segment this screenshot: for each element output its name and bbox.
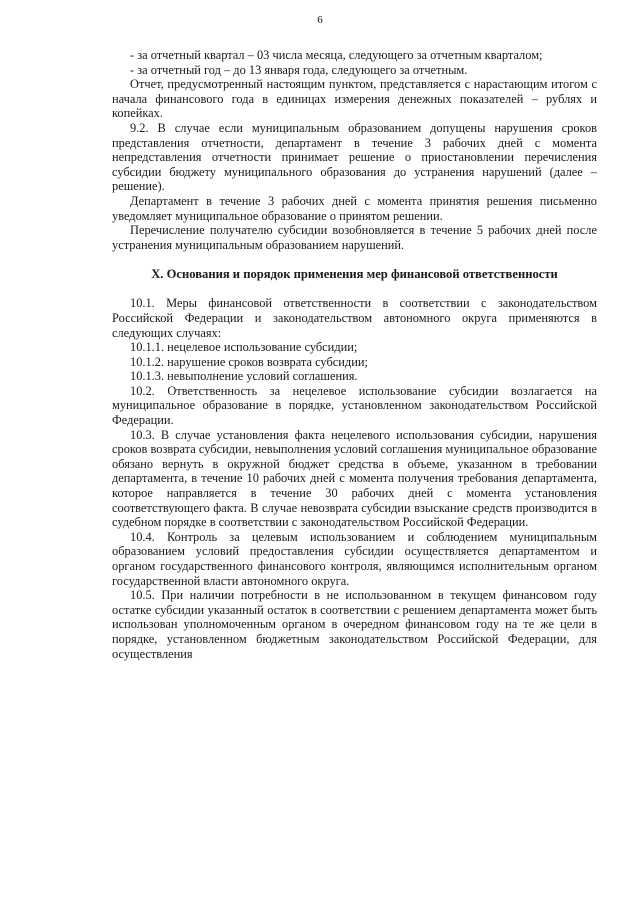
paragraph: 10.2. Ответственность за нецелевое использование субсидии возлагается на муниципальное образование в порядке, установленном законодательством Российской Федерации. xyxy=(112,383,597,428)
paragraph: 10.3. В случае установления факта нецелевого использования субсидии, нарушения сроков возврата субсидии, невыполнения условий соглашения муниципальное образование обязано вернуть в окружной бюджет средства в объеме, указанном в требовании департамента, в течение 10 рабочих дней с момента получения требования департамента, которое направляется в течение 30 рабочих дней с момента установления соответствующего факта. В случае невозврата субсидии взыскание средств производится в судебном порядке в соответствии с законодательством Российской Федерации. xyxy=(112,427,597,530)
paragraph: 10.4. Контроль за целевым использованием и соблюдением муниципальным образованием условий предоставления субсидии осуществляется департаментом и органом государственного финансового контроля, являющимся исполнительным органом государственной власти автономного округа. xyxy=(112,529,597,588)
paragraph: 10.1. Меры финансовой ответственности в соответствии с законодательством Российской Федерации и законодательством автономного округа применяются в следующих случаях: xyxy=(112,296,597,340)
paragraph: - за отчетный квартал – 03 числа месяца, следующего за отчетным кварталом; xyxy=(130,48,543,62)
list-item: 10.1.3. невыполнение условий соглашения. xyxy=(130,369,358,384)
page-number: 6 xyxy=(317,14,323,26)
paragraph: Департамент в течение 3 рабочих дней с момента принятия решения письменно уведомляет муниципальное образование о принятом решении. xyxy=(112,193,597,223)
paragraph: Отчет, предусмотренный настоящим пунктом, представляется с нарастающим итогом с начала финансового года в единицах измерения денежных показателей – рублях и копейках. xyxy=(112,77,597,121)
paragraph: - за отчетный год – до 13 января года, следующего за отчетным. xyxy=(130,62,468,77)
paragraph: 9.2. В случае если муниципальным образованием допущены нарушения сроков представления отчетности, департамент в течение 3 рабочих дней с момента непредставления отчетности принимает решение о приостановлении перечисления субсидии бюджету муниципального образования до устранения нарушений (далее – решение). xyxy=(112,120,597,194)
section-heading: X. Основания и порядок применения мер финансовой ответственности xyxy=(151,267,558,282)
paragraph: Перечисление получателю субсидии возобновляется в течение 5 рабочих дней после устранения муниципальным образованием нарушений. xyxy=(112,223,597,252)
list-item: 10.1.2. нарушение сроков возврата субсидии; xyxy=(130,354,368,369)
list-item: 10.1.1. нецелевое использование субсидии; xyxy=(130,340,358,355)
paragraph: 10.5. При наличии потребности в не использованном в текущем финансовом году остатке субсидии указанный остаток в соответствии с решением департамента может быть использован уполномоченным органом в очередном финансовом году на те же цели в порядке, установленном бюджетным законодательством Российской Федерации, для осуществления xyxy=(112,588,597,661)
document-body xyxy=(112,48,597,661)
